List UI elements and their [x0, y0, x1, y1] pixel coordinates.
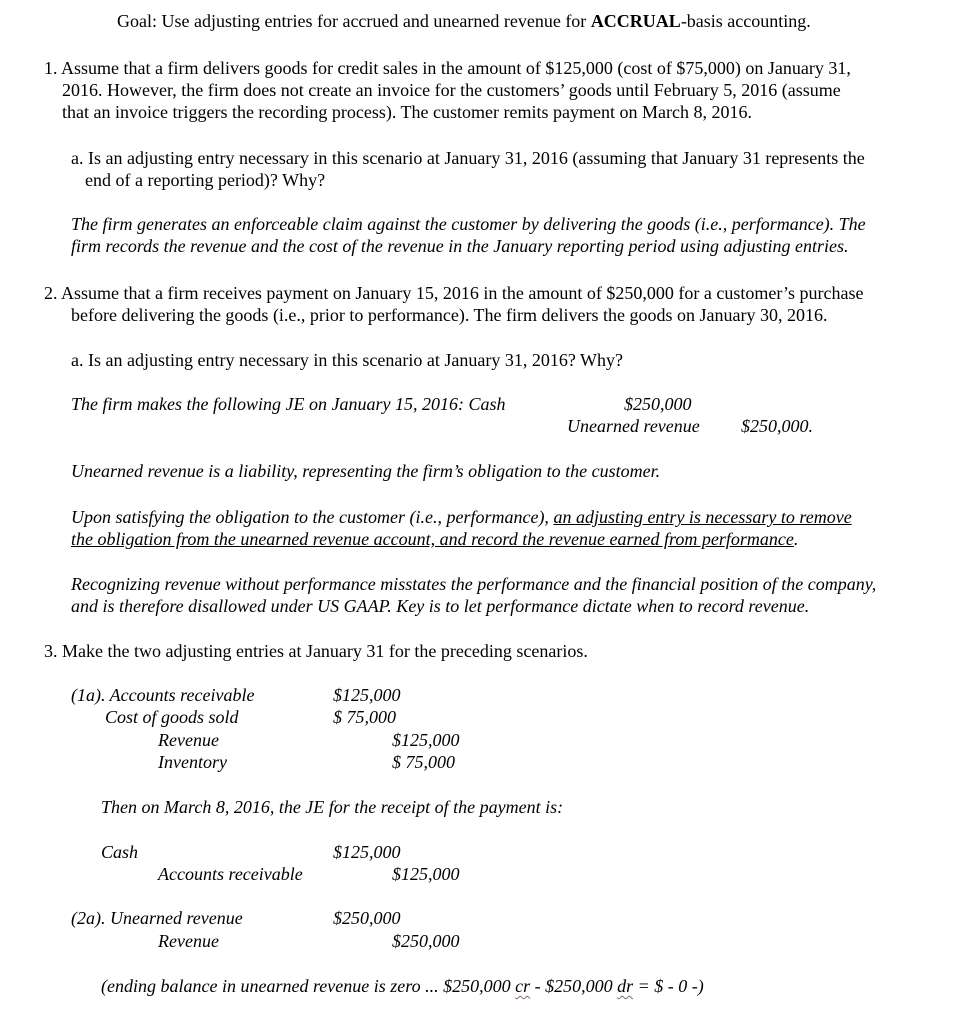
ending-balance-note: (ending balance in unearned revenue is zero ... $250,000 cr - $250,000 dr = $ - 0 -): [101, 976, 704, 996]
q2-line2: before delivering the goods (i.e., prior to performance). The firm delivers the goods on January 30, 2016.: [71, 305, 828, 325]
q1-line1: 1. Assume that a firm delivers goods for credit sales in the amount of $125,000 (cost of $75,000) on January 31,: [44, 58, 851, 78]
dr-abbrev: dr: [617, 976, 634, 996]
e1a-cogs-amount: $ 75,000: [333, 707, 396, 727]
liability-statement: Unearned revenue is a liability, representing the firm’s obligation to the customer.: [71, 461, 661, 481]
goal-line: Goal: Use adjusting entries for accrued and unearned revenue for ACCRUAL-basis accounting.: [117, 11, 811, 31]
q2a-question: a. Is an adjusting entry necessary in this scenario at January 31, 2016? Why?: [71, 350, 624, 370]
q1a-line2: end of a reporting period)? Why?: [85, 170, 326, 190]
e1a-accounts-receivable: (1a). Accounts receivable: [71, 685, 255, 705]
q1a-answer-line1: The firm generates an enforceable claim against the customer by delivering the goods (i.e., performance). The: [71, 214, 866, 234]
je-cash-amount: $250,000: [624, 394, 692, 414]
e2a-unearned-amount: $250,000: [333, 908, 401, 928]
e2a-unearned-revenue: (2a). Unearned revenue: [71, 908, 243, 928]
cash-entry-ar-amount: $125,000: [392, 864, 460, 884]
q1-line3: that an invoice triggers the recording process). The customer remits payment on March 8, 2016.: [62, 102, 752, 122]
q1-line2: 2016. However, the firm does not create an invoice for the customers’ goods until February 5, 2016 (assume: [62, 80, 841, 100]
q1a-line1: a. Is an adjusting entry necessary in this scenario at January 31, 2016 (assuming that January 31 represents the: [71, 148, 865, 168]
underlined-remove-obligation: the obligation from the unearned revenue account, and record the revenue earned from performance: [71, 529, 794, 549]
cash-entry-cash: Cash: [101, 842, 139, 862]
e1a-inventory: Inventory: [158, 752, 227, 772]
e1a-ar-amount: $125,000: [333, 685, 401, 705]
e1a-revenue-amount: $125,000: [392, 730, 460, 750]
e1a-inventory-amount: $ 75,000: [392, 752, 455, 772]
q3-title: 3. Make the two adjusting entries at January 31 for the preceding scenarios.: [44, 641, 588, 661]
je-unearned-amount: $250,000.: [741, 416, 813, 436]
upon-line2: the obligation from the unearned revenue account, and record the revenue earned from performance.: [71, 529, 799, 549]
underlined-adjusting-entry: an adjusting entry is necessary to remove: [553, 507, 852, 527]
e2a-revenue-amount: $250,000: [392, 931, 460, 951]
je-unearned-label: Unearned revenue: [567, 416, 700, 436]
q1a-answer-line2: firm records the revenue and the cost of the revenue in the January reporting period using adjusting entries.: [71, 236, 849, 256]
e2a-revenue: Revenue: [158, 931, 219, 951]
je-intro: The firm makes the following JE on January 15, 2016: Cash: [71, 394, 506, 414]
e1a-cogs: Cost of goods sold: [105, 707, 239, 727]
cash-entry-cash-amount: $125,000: [333, 842, 401, 862]
then-march-8: Then on March 8, 2016, the JE for the receipt of the payment is:: [101, 797, 564, 817]
recognizing-line2: and is therefore disallowed under US GAAP. Key is to let performance dictate when to record revenue.: [71, 596, 810, 616]
accrual-bold: ACCRUAL: [590, 11, 681, 31]
cash-entry-ar: Accounts receivable: [158, 864, 303, 884]
q2-line1: 2. Assume that a firm receives payment on January 15, 2016 in the amount of $250,000 for a customer’s purchase: [44, 283, 864, 303]
cr-abbrev: cr: [515, 976, 531, 996]
e1a-revenue: Revenue: [158, 730, 219, 750]
recognizing-line1: Recognizing revenue without performance misstates the performance and the financial position of the company,: [71, 574, 877, 594]
upon-line1: Upon satisfying the obligation to the customer (i.e., performance), an adjusting entry is necessary to remove: [71, 507, 852, 527]
